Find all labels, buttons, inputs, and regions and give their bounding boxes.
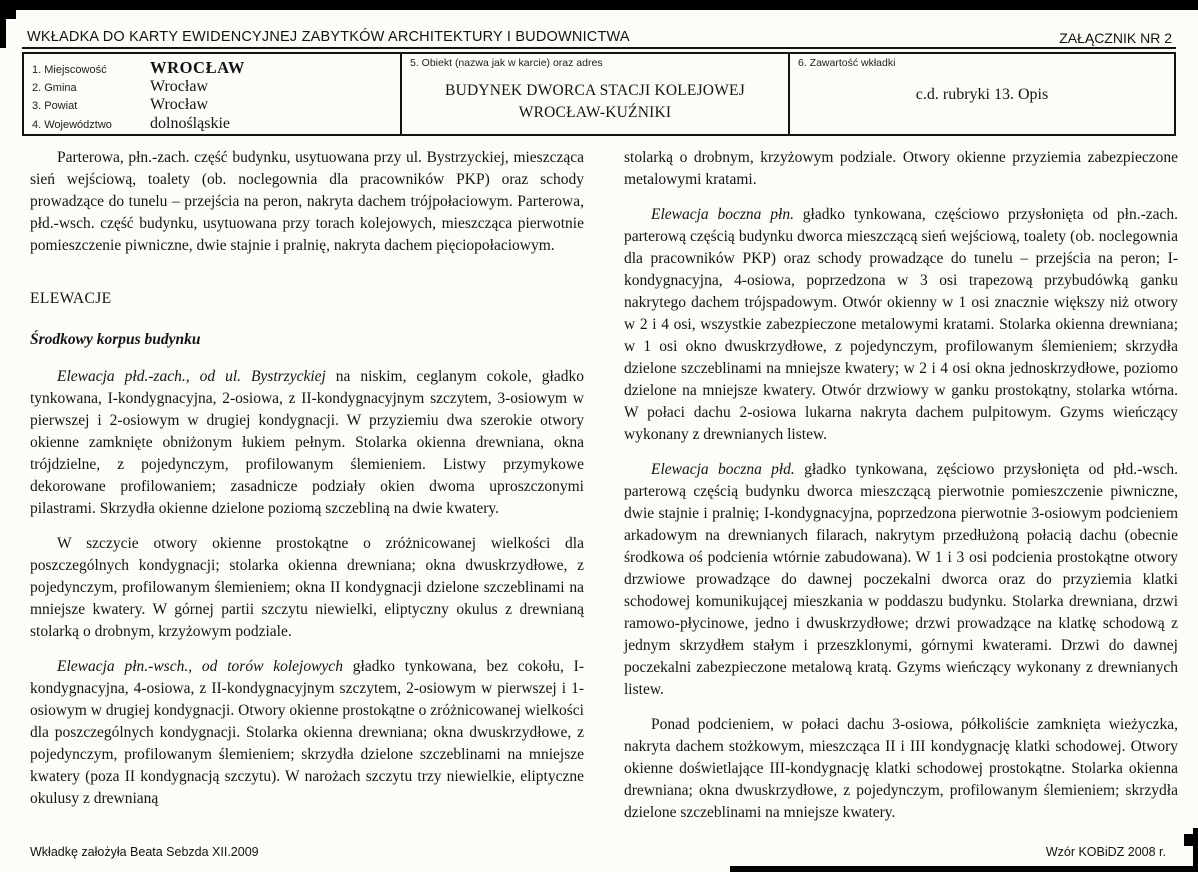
paragraph-lead: Elewacja boczna płd. bbox=[651, 461, 795, 478]
section-heading-elewacje: ELEWACJE bbox=[30, 290, 112, 307]
field-wojewodztwo bbox=[32, 115, 390, 134]
header-rule bbox=[22, 47, 1176, 49]
field-value: Wrocław bbox=[150, 96, 208, 113]
field-label: 3. Powiat bbox=[32, 100, 78, 112]
object-cell bbox=[400, 54, 788, 134]
object-cell-label: 5. Obiekt (nazwa jak w karcie) oraz adres bbox=[410, 57, 603, 69]
paragraph-lead: Elewacja boczna płn. bbox=[651, 206, 794, 223]
paragraph-elewacja-pld-zach bbox=[30, 366, 584, 520]
paragraph-text: gładko tynkowana, bez cokołu, I-kondygnacyjna, 4-osiowa, z II-kondygnacyjnym szczytem, 2-osiowym w pierwszej i 1-osiowym w drugiej kondygnacji. Otwory okienne prostokątne o zróżnicowanej wielkości dla poszczególnych kondygnacji. Stolarka okienna drewniana; okna dwuskrzydłowe, z pojedynczym, profilowanym ślemieniem; skrzydła dzielone szczeblinami na mniejsze kwatery (poza II kondygnacją szczytu). W narożach szczytu trzy niewielkie, eliptyczne okulusy z drewnianą bbox=[30, 658, 585, 807]
footer-note-author: Wkładkę założyła Beata Sebzda XII.2009 bbox=[30, 845, 259, 859]
info-table bbox=[22, 52, 1176, 136]
field-value: dolnośląskie bbox=[150, 114, 230, 132]
field-label: 1. Miejscowość bbox=[32, 64, 107, 76]
scan-artifact-left-edge bbox=[0, 0, 6, 48]
subsection-heading-korpus: Środkowy korpus budynku bbox=[30, 331, 201, 348]
left-column bbox=[30, 147, 584, 837]
object-name-line2: WROCŁAW-KUŹNIKI bbox=[518, 104, 672, 121]
field-label: 4. Województwo bbox=[32, 118, 112, 131]
paragraph-szczyt: W szczycie otwory okienne prostokątne o zróżnicowanej wielkości dla poszczególnych kondygnacji; stolarka okienna drewniana; okna dwuskrzydłowe, z pojedynczym, profilowanym ślemieniem; okna II kondygnacji dzielone szczeblinami na mniejsze kwatery. W górnej partii szczytu niewielki, eliptyczny okulus z drewnianą stolarką o drobnym, krzyżowym podziale. bbox=[30, 535, 584, 640]
field-value: WROCŁAW bbox=[150, 58, 245, 77]
field-value: Wrocław bbox=[150, 77, 208, 95]
object-name bbox=[410, 80, 780, 124]
location-cell bbox=[24, 54, 400, 134]
field-label: 2. Gmina bbox=[32, 81, 77, 94]
content-cell-value: c.d. rubryki 13. Opis bbox=[915, 86, 1049, 103]
paragraph-text: gładko tynkowana, częściowo przysłonięta od płn.-zach. parterową częścią budynku dworca mieszczącą sień wejściową, toalety (ob. noclegownia dla pracowników PKP) oraz schody prowadzące do tunelu – przejścia na peron; I-kondygnacyjna, 4-osiowa, poprzedzona w 3 osi trapezową przybudówką ganku nakrytego dachem trójspadowym. Otwór okienny w 1 osi znacznie większy niż otwory w 2 i 4 osi, wszystkie zabezpieczone metalowymi kratami. Stolarka okienna drewniana; w 1 osi okno dwuskrzydłowe, z pojedynczym, profilowanym ślemieniem; skrzydła dzielone szczeblinami na mniejsze kwatery; w 2 i 4 osi okna jednoskrzydłowe, poziomo dzielone na mniejsze kwatery. Otwór drzwiowy w ganku prostokątny, stolarka wtórna. W połaci dachu 2-osiowa lukarna nakryta dachem pulpitowym. Gzyms wieńczący wykonany z drewnianych listew. bbox=[624, 206, 1178, 443]
right-column bbox=[624, 147, 1178, 837]
content-cell-label: 6. Zawartość wkładki bbox=[798, 57, 896, 69]
paragraph-text: gładko tynkowana, zęściowo przysłonięta od płd.-wsch. parterową częścią budynku dworca mieszczącą pierwotnie pomieszczenie piwniczne, dwie stajnie i pralnię; I-kondygnacyjna, poprzedzona pierwotnie 3-osiowym podcieniem arkadowym na drewnianych filarach, nakrytym przedłużoną połacią dachu (obecnie środkowa oś podcienia wtórnie zabudowana). W 1 i 3 osi podcienia prostokątne otwory drzwiowe prowadzące do dawnej poczekalni dworca oraz do przyziemia klatki schodowej komunikującej mieszkania w poddaszu budynku. Stolarka drewniana, drzwi ramowo-płycinowe, jedno i dwuskrzydłowe; drzwi prowadzące na klatkę schodową z jednym skrzydłem stałym i przeszklonymi, górnymi kwaterami. Drzwi do dawnej poczekalni zabezpieczone metalową kratą. Gzyms wieńczący wykonany z drewnianych listew. bbox=[624, 461, 1178, 698]
attachment-label: ZAŁĄCZNIK NR 2 bbox=[1059, 30, 1172, 46]
paragraph-text: na niskim, ceglanym cokole, gładko tynkowana, I-kondygnacyjna, 2-osiowa, z II-kondygnacyjnym szczytem, 3-osiowym w pierwszej i 2-osiowym w drugiej kondygnacji. W przyziemiu dwa szerokie otwory okienne zamknięte obniżonym łukiem pełnym. Stolarka okienna drewniana, okna trójdzielne, z pojedynczym, profilowanym ślemieniem. Listwy przymykowe dekorowane profilowaniem; zasadnicze podziały okien dwoma uproszczonymi pilastrami. Skrzydła okienne dzielone poziomą szczebliną na dwie kwatery. bbox=[30, 368, 584, 517]
paragraph-elewacja-boczna-pln bbox=[624, 204, 1178, 446]
scan-artifact-right-nub bbox=[1184, 834, 1198, 846]
field-powiat bbox=[32, 96, 390, 115]
scan-artifact-top-edge bbox=[0, 0, 1198, 10]
paragraph-lead: Elewacja płn.-wsch., od torów kolejowych bbox=[57, 658, 343, 675]
paragraph-lead: Elewacja płd.-zach., od ul. Bystrzyckiej bbox=[57, 368, 326, 385]
paragraph-building-parts: Parterowa, płn.-zach. część budynku, usytuowana przy ul. Bystrzyckiej, mieszcząca sień wejściową, toalety (ob. noclegownia dla pracowników PKP) oraz schody prowadzące do tunelu – przejścia na peron, nakryta dachem trójpołaciowym. Parterowa, płd.-wsch. część budynku, usytuowana przy torach kolejowych, mieszcząca pierwotnie pomieszczenie piwniczne, dwie stajnie i pralnię, nakryta dachem pięciopołaciowym. bbox=[30, 149, 584, 254]
paragraph-elewacja-pln-wsch bbox=[30, 656, 584, 810]
scan-artifact-bottom-edge bbox=[730, 866, 1198, 872]
field-miejscowosc bbox=[32, 59, 390, 78]
body-columns bbox=[30, 147, 1178, 837]
object-name-line1: BUDYNEK DWORCA STACJI KOLEJOWEJ bbox=[445, 82, 745, 99]
document-title: WKŁADKA DO KARTY EWIDENCYJNEJ ZABYTKÓW ARCHITEKTURY I BUDOWNICTWA bbox=[27, 29, 630, 45]
paragraph-elewacja-boczna-pld bbox=[624, 459, 1178, 701]
paragraph-wiezyczka: Ponad podcieniem, w połaci dachu 3-osiowa, półkoliście zamknięta wieżyczka, nakryta dachem stożkowym, mieszcząca II i III kondygnację klatki schodowej. Otwory okienne doświetlające III-kondygnację klatki schodowej prostokątne. Stolarka okienna drewniana; okna dwuskrzydłowe, z pojedynczym, profilowanym ślemieniem; skrzydła dzielone szczeblinami na mniejsze kwatery. bbox=[624, 716, 1178, 821]
field-gmina bbox=[32, 78, 390, 97]
scan-artifact-left-notch bbox=[0, 10, 16, 19]
content-cell bbox=[788, 54, 1174, 134]
paragraph-continuation: stolarką o drobnym, krzyżowym podziale. Otwory okienne przyziemia zabezpieczone metalowymi kratami. bbox=[624, 149, 1178, 188]
footer-note-template: Wzór KOBiDZ 2008 r. bbox=[1045, 845, 1166, 859]
